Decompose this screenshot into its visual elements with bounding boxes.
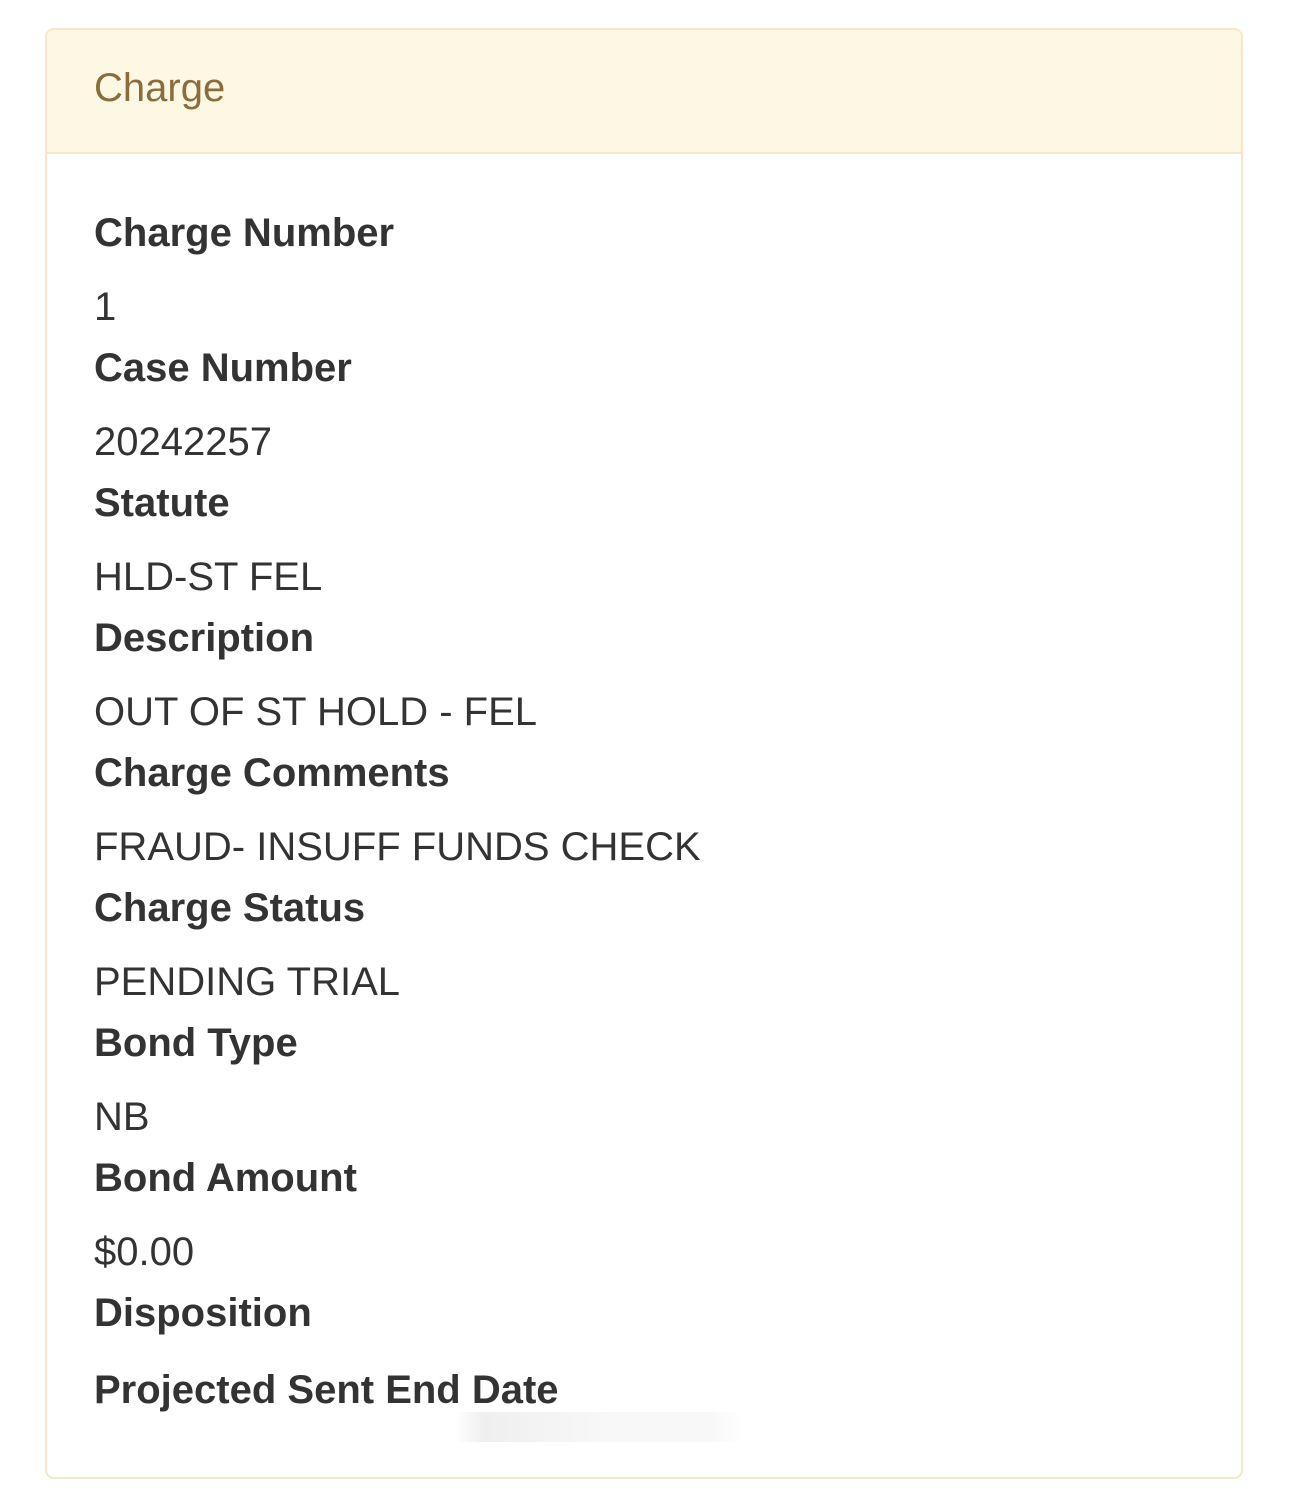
case-number-label: Case Number: [94, 346, 352, 390]
bond-type-label: Bond Type: [94, 1021, 298, 1065]
charge-number-label: Charge Number: [94, 211, 395, 255]
disposition-label: Disposition: [94, 1291, 312, 1335]
statute-label: Statute: [94, 481, 230, 525]
charge-number-value: 1: [94, 285, 117, 329]
description-label: Description: [94, 616, 315, 660]
blurred-smudge: [455, 1412, 743, 1442]
bond-amount-label: Bond Amount: [94, 1156, 357, 1200]
charge-comments-label: Charge Comments: [94, 751, 450, 795]
charge-status-label: Charge Status: [94, 886, 366, 930]
case-number-value: 20242257: [94, 420, 272, 464]
panel-heading: [47, 30, 1241, 154]
panel-title: Charge: [94, 66, 226, 110]
bond-amount-value: $0.00: [94, 1230, 195, 1274]
projected-sent-end-date-label: Projected Sent End Date: [94, 1368, 559, 1412]
description-value: OUT OF ST HOLD - FEL: [94, 690, 538, 734]
statute-value: HLD-ST FEL: [94, 555, 323, 599]
charge-comments-value: FRAUD- INSUFF FUNDS CHECK: [94, 825, 701, 869]
charge-status-value: PENDING TRIAL: [94, 960, 400, 1004]
charge-panel: [45, 28, 1243, 1479]
bond-type-value: NB: [94, 1095, 150, 1139]
